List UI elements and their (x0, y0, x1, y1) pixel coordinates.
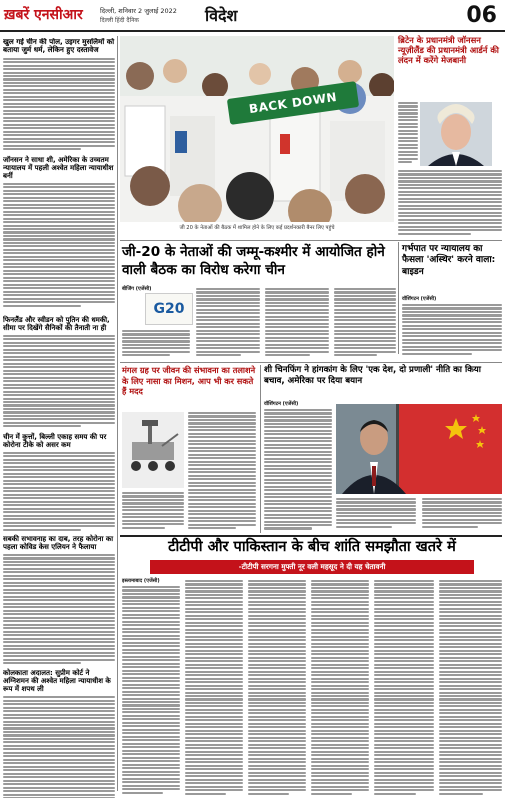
right-box-headline: ब्रिटेन के प्रधानमंत्री जॉनसन न्यूज़ीलैंड की प्रधानमंत्री आर्डर्न की लंदन में करेंगे मेजबानी (398, 35, 499, 65)
rule-mid (120, 362, 502, 363)
left-headline-3: फिनलैंड और स्वीडन को पुतिन की धमकी, सीमा पर दिखेंगे सैनिकों की तैनाती ना ही (3, 315, 110, 332)
g20-logo (145, 293, 193, 325)
xi-article-col-2 (336, 498, 416, 532)
ttp-byline: इस्लामाबाद (एजेंसी) (122, 578, 160, 584)
rule-under-photo (120, 240, 502, 241)
ttp-col-3 (248, 580, 306, 796)
xi-headline: शी चिनफिंग ने हांगकांग के लिए 'एक देश, दो प्रणाली' नीति का किया बचाव, अमेरिका पर दिया बयान (264, 365, 482, 387)
xi-photo (336, 404, 502, 494)
nasa-article-col-0 (122, 492, 184, 530)
main-headline: जी-20 के नेताओं की जम्मू-कश्मीर में आयोजित होने वाली बैठक का विरोध करेगा चीन (122, 244, 385, 278)
ttp-col-5 (374, 580, 434, 796)
g20-article-col-4 (334, 288, 396, 360)
left-article-2 (3, 183, 115, 313)
xi-byline: वॉशिंगटन (एजेंसी) (264, 401, 299, 407)
right-box-intro (398, 102, 418, 166)
left-article-6 (3, 696, 115, 798)
g20-article-col-2 (196, 288, 260, 360)
section-title: विदेश (205, 6, 238, 25)
right-box (398, 36, 502, 238)
nasa-headline: मंगल ग्रह पर जीवन की संभावना का तलाशने के लिए नासा का मिशन, आप भी कर सकते हैं मदद (122, 365, 256, 396)
rover-photo (122, 412, 184, 488)
rule-main-side (398, 242, 399, 354)
nasa-article-col-1 (188, 412, 256, 530)
left-article-5 (3, 554, 115, 666)
column-rule-left (117, 36, 118, 791)
banner-text: BACK DOWN (248, 89, 338, 117)
left-article-1 (3, 58, 115, 153)
johnson-photo (420, 102, 492, 166)
subline: दिल्ली हिंदी दैनिक (100, 17, 140, 24)
ttp-subheadline-bar (150, 560, 474, 574)
ttp-subheadline: -टीटीपी सरगना मुफ्ती नूर वली महसूद ने दी यह चेतावनी (238, 562, 386, 571)
side-article (402, 304, 502, 356)
g20-byline: बीजिंग (एजेंसी) (122, 286, 152, 292)
right-box-article (398, 170, 502, 238)
left-column (3, 38, 115, 798)
ttp-headline: टीटीपी और पाकिस्तान के बीच शांति समझौता खतरे में (168, 538, 456, 555)
page-number: 06 (466, 3, 497, 28)
ttp-col-4 (311, 580, 369, 796)
g20-article-col-3 (265, 288, 329, 360)
brand-name: ख़बरें एनसीआर (4, 7, 83, 23)
left-article-3 (3, 335, 115, 430)
photo-caption: जी 20 के नेताओं की बैठक में शामिल होने के लिए कई प्रदर्शनकारी बैनर लिए पहुंचे (179, 225, 335, 231)
left-article-4 (3, 452, 115, 532)
g20-article-col-1 (122, 330, 190, 360)
g20-logo-text: G20 (153, 301, 185, 317)
masthead (0, 0, 505, 32)
protest-photo (120, 36, 394, 222)
left-headline-2: जॉनसन ने साधा शी, अमेरिका के उच्चतम न्यायालय में पहली अश्वेत महिला न्यायाधीश बनीं (3, 155, 114, 180)
dateline: दिल्ली, शनिवार 2 जुलाई 2022 (100, 7, 177, 15)
left-headline-5: सबकी सभावनाह का दाब, तरह कोरोना का पहला कोविड केस एलियन ने फैलाया (3, 534, 114, 551)
ttp-col-1 (122, 586, 180, 796)
ttp-col-2 (185, 580, 243, 796)
xi-article-col-3 (422, 498, 502, 532)
rule-mid-split (260, 365, 261, 533)
left-headline-1: खुल गई चीन की पोल, उइगर मुसलिमों को बताया जुर्म धर्म, लेकिन हुए दस्तावेज (3, 38, 115, 55)
left-headline-6: कोलकाता अदालत: सुप्रीम कोर्ट ने अग्निशमन की अश्वेत महिला न्यायाधीश के रूप में शपथ ली (3, 668, 111, 694)
side-byline: वॉशिंगटन (एजेंसी) (402, 296, 437, 302)
xi-article-col-1 (264, 409, 332, 531)
left-headline-4: चीन में कुत्तों, बिल्ली एकाह समय की पर कोरोना टीके को असर कम (3, 432, 107, 449)
rule-bottom-thick (120, 535, 502, 537)
side-headline: गर्भपात पर न्यायालय का फैसला 'अस्थिर' करने वाला: बाइडन (402, 244, 496, 277)
ttp-col-6 (439, 580, 502, 796)
